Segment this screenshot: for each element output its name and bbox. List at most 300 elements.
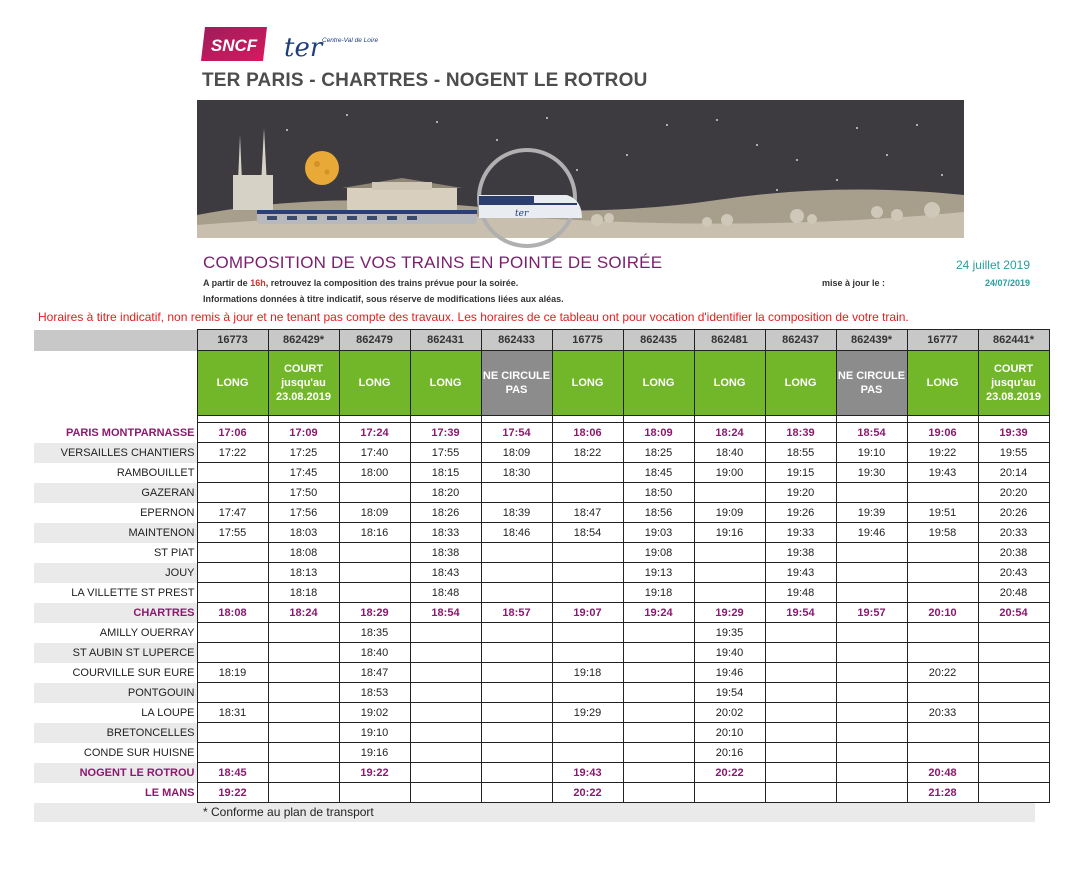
composition-line: jusqu'au (991, 377, 1036, 389)
station-name: GAZERAN (34, 483, 197, 503)
departure-time (197, 463, 268, 483)
departure-time (836, 783, 907, 803)
train-number: 862439* (836, 330, 907, 351)
departure-time: 18:54 (836, 423, 907, 443)
departure-time: 19:15 (765, 463, 836, 483)
departure-time: 20:22 (694, 763, 765, 783)
section-subtitle: COMPOSITION DE VOS TRAINS EN POINTE DE SOIRÉE (203, 253, 663, 272)
departure-time (765, 663, 836, 683)
station-name: ST AUBIN ST LUPERCE (34, 643, 197, 663)
train-number: 862437 (765, 330, 836, 351)
departure-time: 19:39 (978, 423, 1049, 443)
departure-time: 19:16 (339, 743, 410, 763)
station-row (34, 463, 1049, 483)
banner-illustration (197, 100, 964, 238)
composition-line: LONG (784, 377, 817, 389)
station-name: RAMBOUILLET (34, 463, 197, 483)
departure-time: 19:51 (907, 503, 978, 523)
spacer-cell (552, 416, 623, 423)
departure-time (836, 563, 907, 583)
departure-time (410, 663, 481, 683)
composition-line: COURT (283, 363, 324, 375)
composition-line: 23.08.2019 (985, 391, 1042, 403)
departure-time: 17:40 (339, 443, 410, 463)
station-row (34, 623, 1049, 643)
footnote-text: * Conforme au plan de transport (203, 805, 374, 819)
station-row (34, 423, 1049, 443)
departure-time (907, 683, 978, 703)
station-name: CHARTRES (34, 603, 197, 623)
departure-time (907, 483, 978, 503)
departure-time: 20:33 (978, 523, 1049, 543)
composition-ncp (836, 351, 907, 416)
departure-time (978, 723, 1049, 743)
departure-time: 20:22 (552, 783, 623, 803)
page-title: TER PARIS - CHARTRES - NOGENT LE ROTROU (202, 70, 648, 91)
departure-time (481, 683, 552, 703)
departure-time: 17:22 (197, 443, 268, 463)
departure-time: 20:26 (978, 503, 1049, 523)
departure-time: 18:18 (268, 583, 339, 603)
spacer-cell (765, 416, 836, 423)
intro-prefix: A partir de (203, 278, 251, 288)
train-number: 862433 (481, 330, 552, 351)
departure-time (765, 783, 836, 803)
svg-text:ter: ter (515, 209, 529, 219)
departure-time (836, 643, 907, 663)
departure-time (339, 543, 410, 563)
departure-time: 17:24 (339, 423, 410, 443)
departure-time (836, 583, 907, 603)
departure-time (268, 683, 339, 703)
departure-time (978, 743, 1049, 763)
departure-time: 18:54 (410, 603, 481, 623)
departure-time (268, 723, 339, 743)
departure-time: 18:16 (339, 523, 410, 543)
spacer-cell (623, 416, 694, 423)
departure-time (552, 463, 623, 483)
departure-time: 19:09 (694, 503, 765, 523)
station-row (34, 443, 1049, 463)
departure-time: 19:39 (836, 503, 907, 523)
departure-time: 18:09 (339, 503, 410, 523)
departure-time: 19:10 (836, 443, 907, 463)
spacer-cell (268, 416, 339, 423)
spacer-cell (197, 416, 268, 423)
departure-time: 20:14 (978, 463, 1049, 483)
station-row (34, 583, 1049, 603)
station-name: MAINTENON (34, 523, 197, 543)
composition-line: LONG (642, 377, 675, 389)
departure-time (836, 483, 907, 503)
departure-time (623, 683, 694, 703)
train-number: 16773 (197, 330, 268, 351)
spacer-cell (339, 416, 410, 423)
departure-time: 19:33 (765, 523, 836, 543)
departure-time: 19:57 (836, 603, 907, 623)
departure-time: 18:29 (339, 603, 410, 623)
train-icon (257, 210, 477, 224)
departure-time (836, 663, 907, 683)
station-name: COURVILLE SUR EURE (34, 663, 197, 683)
departure-time: 19:10 (339, 723, 410, 743)
departure-time: 20:38 (978, 543, 1049, 563)
departure-time: 19:54 (694, 683, 765, 703)
spacer-cell (694, 416, 765, 423)
departure-time (339, 563, 410, 583)
station-row (34, 783, 1049, 803)
departure-time (481, 723, 552, 743)
departure-time: 19:40 (694, 643, 765, 663)
departure-time (836, 763, 907, 783)
departure-time: 18:24 (268, 603, 339, 623)
departure-time: 17:06 (197, 423, 268, 443)
sncf-logo-text: SNCF (210, 36, 258, 55)
departure-time: 19:26 (765, 503, 836, 523)
departure-time (836, 623, 907, 643)
composition-court (268, 351, 339, 416)
departure-time: 19:16 (694, 523, 765, 543)
station-name: JOUY (34, 563, 197, 583)
composition-line: 23.08.2019 (275, 391, 332, 403)
train-number-row (34, 330, 1049, 351)
departure-time (197, 643, 268, 663)
composition-long (907, 351, 978, 416)
composition-long (552, 351, 623, 416)
train-number: 862429* (268, 330, 339, 351)
departure-time: 18:46 (481, 523, 552, 543)
departure-time: 20:16 (694, 743, 765, 763)
departure-time: 17:55 (197, 523, 268, 543)
update-date: 24/07/2019 (984, 278, 1030, 288)
departure-time (907, 743, 978, 763)
station-row (34, 683, 1049, 703)
spacer-cell (34, 416, 197, 423)
station-row (34, 643, 1049, 663)
station-row (34, 743, 1049, 763)
departure-time (410, 643, 481, 663)
departure-time (481, 563, 552, 583)
departure-time (197, 743, 268, 763)
departure-time (481, 743, 552, 763)
departure-time (410, 723, 481, 743)
composition-blank (34, 351, 197, 416)
departure-time: 19:22 (907, 443, 978, 463)
departure-time: 18:09 (623, 423, 694, 443)
warning-text: Horaires à titre indicatif, non remis à jour et ne tenant pas compte des travaux. Les horaires de ce tableau ont pour vocation d'identifier la composition de votre train. (38, 310, 909, 324)
departure-time (481, 583, 552, 603)
departure-time (836, 703, 907, 723)
spacer-cell (410, 416, 481, 423)
departure-time: 19:58 (907, 523, 978, 543)
departure-time (836, 723, 907, 743)
composition-court (978, 351, 1049, 416)
departure-time: 20:48 (907, 763, 978, 783)
departure-time: 20:10 (907, 603, 978, 623)
composition-line: LONG (713, 377, 746, 389)
departure-time (765, 723, 836, 743)
station-row (34, 723, 1049, 743)
spacer-row (34, 416, 1049, 423)
departure-time (481, 643, 552, 663)
departure-time: 18:40 (339, 643, 410, 663)
departure-time: 18:48 (410, 583, 481, 603)
departure-time: 18:08 (197, 603, 268, 623)
departure-time (197, 723, 268, 743)
composition-long (339, 351, 410, 416)
departure-time (978, 683, 1049, 703)
departure-time (268, 763, 339, 783)
departure-time: 19:13 (623, 563, 694, 583)
departure-time: 21:28 (907, 783, 978, 803)
composition-line: PAS (505, 384, 528, 396)
spacer-cell (907, 416, 978, 423)
composition-line: LONG (571, 377, 604, 389)
train-number: 16777 (907, 330, 978, 351)
station-row (34, 503, 1049, 523)
timetable (34, 329, 1050, 803)
departure-time: 20:22 (907, 663, 978, 683)
composition-long (765, 351, 836, 416)
station-row (34, 543, 1049, 563)
departure-time: 20:10 (694, 723, 765, 743)
composition-line: PAS (860, 384, 883, 396)
departure-time (694, 783, 765, 803)
departure-time: 19:22 (197, 783, 268, 803)
station-name: VERSAILLES CHANTIERS (34, 443, 197, 463)
departure-time (552, 683, 623, 703)
spacer-cell (978, 416, 1049, 423)
station-name: CONDE SUR HUISNE (34, 743, 197, 763)
departure-time (552, 543, 623, 563)
departure-time: 20:33 (907, 703, 978, 723)
departure-time (552, 563, 623, 583)
composition-line: COURT (993, 363, 1034, 375)
departure-time (481, 703, 552, 723)
departure-time (623, 623, 694, 643)
departure-time: 18:47 (339, 663, 410, 683)
departure-time: 18:19 (197, 663, 268, 683)
departure-time: 19:55 (978, 443, 1049, 463)
composition-line: NE CIRCULE (837, 370, 906, 382)
train-number: 862431 (410, 330, 481, 351)
departure-time (907, 643, 978, 663)
departure-time (765, 683, 836, 703)
departure-time: 19:46 (694, 663, 765, 683)
departure-time: 19:18 (623, 583, 694, 603)
departure-time (410, 683, 481, 703)
departure-time (197, 623, 268, 643)
composition-line: jusqu'au (281, 377, 326, 389)
departure-time (907, 623, 978, 643)
spacer-cell (836, 416, 907, 423)
departure-time (765, 743, 836, 763)
departure-time (907, 543, 978, 563)
departure-time (978, 663, 1049, 683)
departure-time: 19:35 (694, 623, 765, 643)
station-name: LA VILLETTE ST PREST (34, 583, 197, 603)
departure-time: 18:24 (694, 423, 765, 443)
departure-time (339, 783, 410, 803)
departure-time (410, 763, 481, 783)
moon-icon (305, 151, 339, 185)
departure-time (907, 723, 978, 743)
train-number: 862435 (623, 330, 694, 351)
disclaimer-text: Informations données à titre indicatif, sous réserve de modifications liées aux aléas. (203, 294, 564, 304)
composition-ncp (481, 351, 552, 416)
departure-time: 18:45 (623, 463, 694, 483)
departure-time (552, 623, 623, 643)
departure-time: 18:50 (623, 483, 694, 503)
departure-time (481, 783, 552, 803)
departure-time: 18:33 (410, 523, 481, 543)
departure-time (907, 563, 978, 583)
departure-time: 18:31 (197, 703, 268, 723)
departure-time (481, 763, 552, 783)
departure-time: 19:38 (765, 543, 836, 563)
departure-time: 17:09 (268, 423, 339, 443)
departure-time (268, 663, 339, 683)
departure-time (836, 743, 907, 763)
departure-time (481, 543, 552, 563)
station-row (34, 763, 1049, 783)
departure-time (410, 623, 481, 643)
ter-logo-text: ter (284, 33, 323, 63)
departure-time (481, 623, 552, 643)
departure-time (410, 743, 481, 763)
departure-time (268, 623, 339, 643)
departure-time: 19:54 (765, 603, 836, 623)
departure-time: 19:18 (552, 663, 623, 683)
composition-line: LONG (429, 377, 462, 389)
departure-time: 19:29 (694, 603, 765, 623)
departure-time (268, 743, 339, 763)
departure-time (623, 643, 694, 663)
departure-time (978, 783, 1049, 803)
departure-time: 17:45 (268, 463, 339, 483)
composition-line: NE CIRCULE (482, 370, 551, 382)
composition-line: LONG (926, 377, 959, 389)
departure-time: 19:48 (765, 583, 836, 603)
departure-time: 18:22 (552, 443, 623, 463)
departure-time: 17:54 (481, 423, 552, 443)
departure-time (552, 483, 623, 503)
train-number: 862481 (694, 330, 765, 351)
departure-time: 17:55 (410, 443, 481, 463)
departure-time: 18:30 (481, 463, 552, 483)
departure-time: 18:55 (765, 443, 836, 463)
departure-time: 18:09 (481, 443, 552, 463)
station-row (34, 703, 1049, 723)
station-row (34, 663, 1049, 683)
composition-long (623, 351, 694, 416)
train-number: 16775 (552, 330, 623, 351)
station-name: NOGENT LE ROTROU (34, 763, 197, 783)
departure-time: 20:43 (978, 563, 1049, 583)
departure-time: 17:56 (268, 503, 339, 523)
departure-time (197, 683, 268, 703)
departure-time (765, 763, 836, 783)
train-front-icon (479, 195, 582, 219)
departure-time: 17:39 (410, 423, 481, 443)
departure-time: 19:43 (765, 563, 836, 583)
station-name: PONTGOUIN (34, 683, 197, 703)
departure-time: 19:43 (552, 763, 623, 783)
departure-time: 18:15 (410, 463, 481, 483)
ter-region-text: Centre-Val de Loire (322, 37, 379, 44)
departure-time: 18:39 (481, 503, 552, 523)
departure-time (623, 743, 694, 763)
departure-time: 19:03 (623, 523, 694, 543)
departure-time (694, 483, 765, 503)
departure-time (978, 643, 1049, 663)
departure-time (765, 623, 836, 643)
departure-time: 20:54 (978, 603, 1049, 623)
departure-time: 18:56 (623, 503, 694, 523)
departure-time (978, 763, 1049, 783)
station-name: LA LOUPE (34, 703, 197, 723)
departure-time (623, 763, 694, 783)
departure-time: 20:02 (694, 703, 765, 723)
train-number: 862441* (978, 330, 1049, 351)
publication-date: 24 juillet 2019 (955, 258, 1030, 272)
departure-time (694, 543, 765, 563)
composition-line: LONG (216, 377, 249, 389)
departure-time: 18:35 (339, 623, 410, 643)
departure-time: 18:38 (410, 543, 481, 563)
departure-time (978, 623, 1049, 643)
departure-time (836, 683, 907, 703)
station-name: BRETONCELLES (34, 723, 197, 743)
intro-hour: 16h (250, 278, 266, 288)
departure-time: 18:57 (481, 603, 552, 623)
composition-line: LONG (358, 377, 391, 389)
departure-time: 19:22 (339, 763, 410, 783)
departure-time: 20:20 (978, 483, 1049, 503)
departure-time (268, 643, 339, 663)
departure-time: 18:40 (694, 443, 765, 463)
header-corner (34, 330, 197, 351)
composition-long (410, 351, 481, 416)
intro-suffix: , retrouvez la composition des trains prévue pour la soirée. (265, 278, 519, 288)
departure-time: 19:06 (907, 423, 978, 443)
station-name: LE MANS (34, 783, 197, 803)
station-name: AMILLY OUERRAY (34, 623, 197, 643)
departure-time (197, 583, 268, 603)
update-label: mise à jour le : (822, 278, 886, 288)
departure-time: 18:25 (623, 443, 694, 463)
composition-long (694, 351, 765, 416)
departure-time (552, 643, 623, 663)
station-name: ST PIAT (34, 543, 197, 563)
departure-time (978, 703, 1049, 723)
sncf-logo (199, 25, 269, 63)
spacer-cell (481, 416, 552, 423)
departure-time (410, 783, 481, 803)
departure-time: 19:46 (836, 523, 907, 543)
departure-time (410, 703, 481, 723)
departure-time: 19:07 (552, 603, 623, 623)
departure-time: 18:47 (552, 503, 623, 523)
station-name: EPERNON (34, 503, 197, 523)
departure-time: 20:48 (978, 583, 1049, 603)
departure-time: 18:13 (268, 563, 339, 583)
departure-time (481, 483, 552, 503)
departure-time: 17:50 (268, 483, 339, 503)
departure-time: 17:47 (197, 503, 268, 523)
departure-time: 18:54 (552, 523, 623, 543)
departure-time (623, 663, 694, 683)
